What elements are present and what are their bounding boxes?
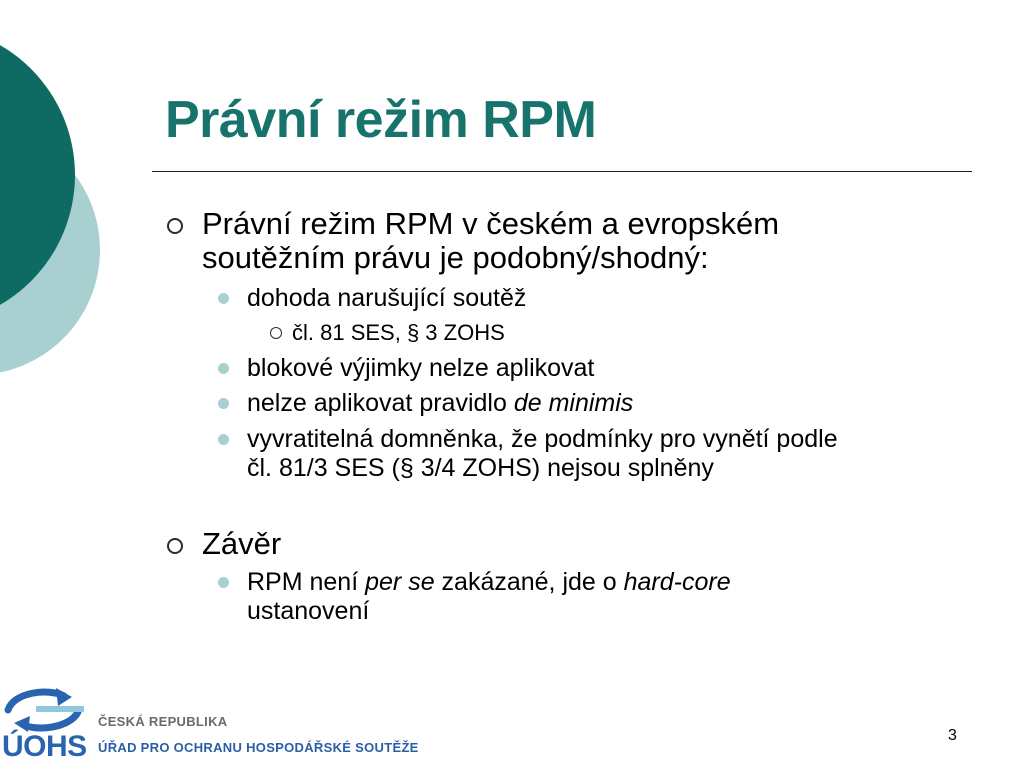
logo-country: ČESKÁ REPUBLIKA [98, 714, 228, 729]
dot-bullet-icon [218, 293, 229, 304]
italic-term: de minimis [513, 389, 634, 417]
dot-bullet-icon [218, 434, 229, 445]
ring-bullet-icon [167, 218, 183, 234]
slide-title: Právní režim RPM [165, 91, 597, 149]
bullet-text-line [247, 568, 731, 596]
italic-term: per se [365, 568, 435, 596]
logo-office-name: ÚŘAD PRO OCHRANU HOSPODÁŘSKÉ SOUTĚŽE [98, 740, 419, 755]
bullet-text-line: čl. 81/3 SES (§ 3/4 ZOHS) nejsou splněny [247, 454, 714, 482]
dot-bullet-icon [218, 363, 229, 374]
bullet-text-line: čl. 81 SES, § 3 ZOHS [292, 320, 505, 345]
bullet-text-line: Závěr [202, 526, 282, 561]
bullet-text: nelze aplikovat pravidlo [247, 389, 514, 417]
bullet-text-line: blokové výjimky nelze aplikovat [247, 354, 595, 382]
dot-bullet-icon [218, 398, 229, 409]
bullet-text-line: Právní režim RPM v českém a evropském [202, 206, 780, 241]
bullet-text-line: vyvratitelná domněnka, že podmínky pro vynětí podle [247, 425, 838, 453]
uohs-logo-arrows-icon [0, 686, 86, 734]
bullet-text-line: soutěžním právu je podobný/shodný: [202, 240, 709, 275]
page-number: 3 [948, 727, 957, 744]
bullet-text-line: dohoda narušující soutěž [247, 284, 527, 312]
dot-bullet-icon [218, 577, 229, 588]
ring-bullet-icon [270, 327, 282, 339]
bullet-text: RPM není [247, 568, 366, 596]
italic-term: hard-core [623, 568, 731, 596]
bullet-text: zakázané, jde o [434, 568, 624, 596]
bullet-text-line [247, 389, 633, 417]
logo-abbreviation: ÚOHS [2, 730, 87, 763]
ring-bullet-icon [167, 538, 183, 554]
bullet-text-line: ustanovení [247, 597, 370, 625]
